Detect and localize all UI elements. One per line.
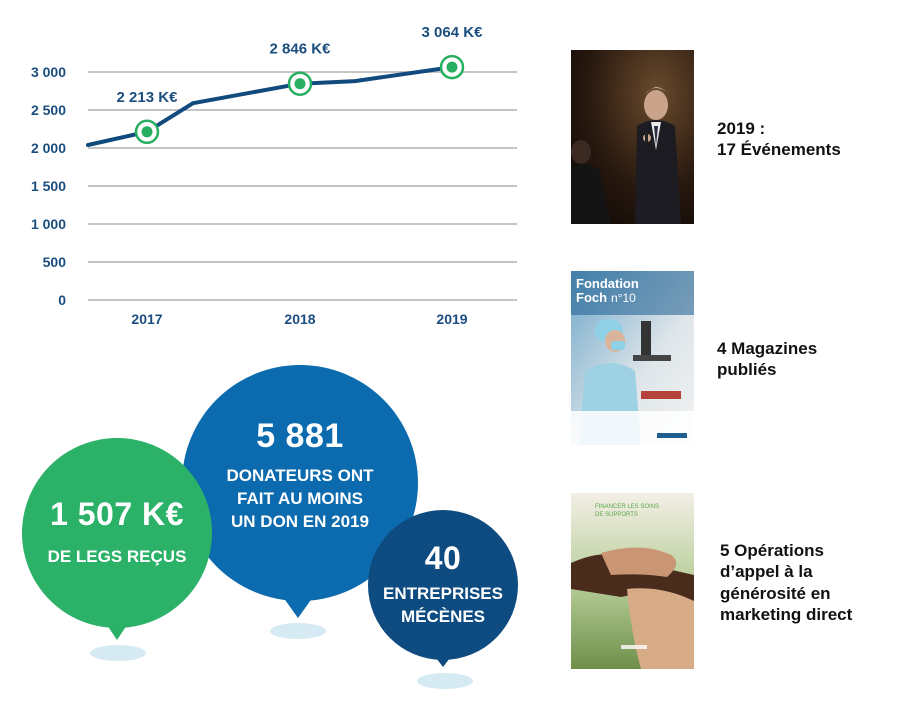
data-label: 2 213 K€	[116, 88, 178, 106]
magazine-title-line1: Fondation	[576, 276, 639, 291]
data-point	[447, 62, 458, 73]
mailing-cover	[571, 493, 694, 669]
donateurs-label: DONATEURS ONT FAIT AU MOINS UN DON EN 2019	[226, 466, 374, 532]
donations-line-chart	[0, 0, 540, 340]
mailing-cover-image	[571, 493, 694, 669]
data-point	[295, 78, 306, 89]
bubble-shadow	[90, 645, 146, 661]
legs-bubble	[22, 438, 212, 628]
mailing-cover-line2: DE SUPPORTS	[595, 512, 638, 518]
y-tick-label: 500	[42, 254, 66, 270]
magazine-cover-image	[571, 271, 694, 445]
bubble-shadow	[417, 673, 473, 689]
y-tick-label: 0	[58, 292, 66, 308]
x-tick-label: 2019	[436, 311, 468, 327]
magazines-caption: 4 Magazines publiés	[717, 339, 818, 380]
entreprises-value: 40	[424, 540, 462, 577]
data-label: 2 846 K€	[269, 40, 331, 58]
chart-gridlines	[88, 72, 517, 300]
x-tick-label: 2017	[131, 311, 163, 327]
y-tick-label: 1 500	[30, 178, 66, 194]
data-points	[117, 24, 484, 143]
entreprises-bubble	[368, 510, 518, 660]
event-photo	[571, 50, 694, 224]
event-photo-image	[571, 50, 694, 224]
events-caption: 2019 : 17 Événements	[717, 119, 841, 160]
legs-value: 1 507 K€	[50, 495, 184, 532]
y-axis-ticks	[31, 64, 66, 308]
y-tick-label: 2 500	[30, 102, 66, 118]
x-tick-label: 2018	[284, 311, 316, 327]
y-tick-label: 3 000	[30, 64, 66, 80]
donateurs-value: 5 881	[256, 416, 344, 455]
mailing-cover-line1: FINANCER LES SOINS	[595, 504, 660, 510]
legs-label: DE LEGS REÇUS	[47, 547, 187, 567]
entreprises-label: ENTREPRISES MÉCÈNES	[383, 583, 503, 626]
bubble-shadow	[270, 623, 326, 639]
x-axis-ticks	[131, 311, 467, 327]
magazine-cover	[571, 271, 694, 445]
magazine-title-line2: Foch	[576, 290, 608, 305]
y-tick-label: 1 000	[30, 216, 66, 232]
mailing-caption: 5 Opérations d’appel à la générosité en marketing direct	[720, 541, 853, 624]
magazine-issue: n°10	[611, 291, 636, 305]
data-label: 3 064 K€	[421, 24, 483, 42]
data-point	[142, 126, 153, 137]
y-tick-label: 2 000	[30, 140, 66, 156]
